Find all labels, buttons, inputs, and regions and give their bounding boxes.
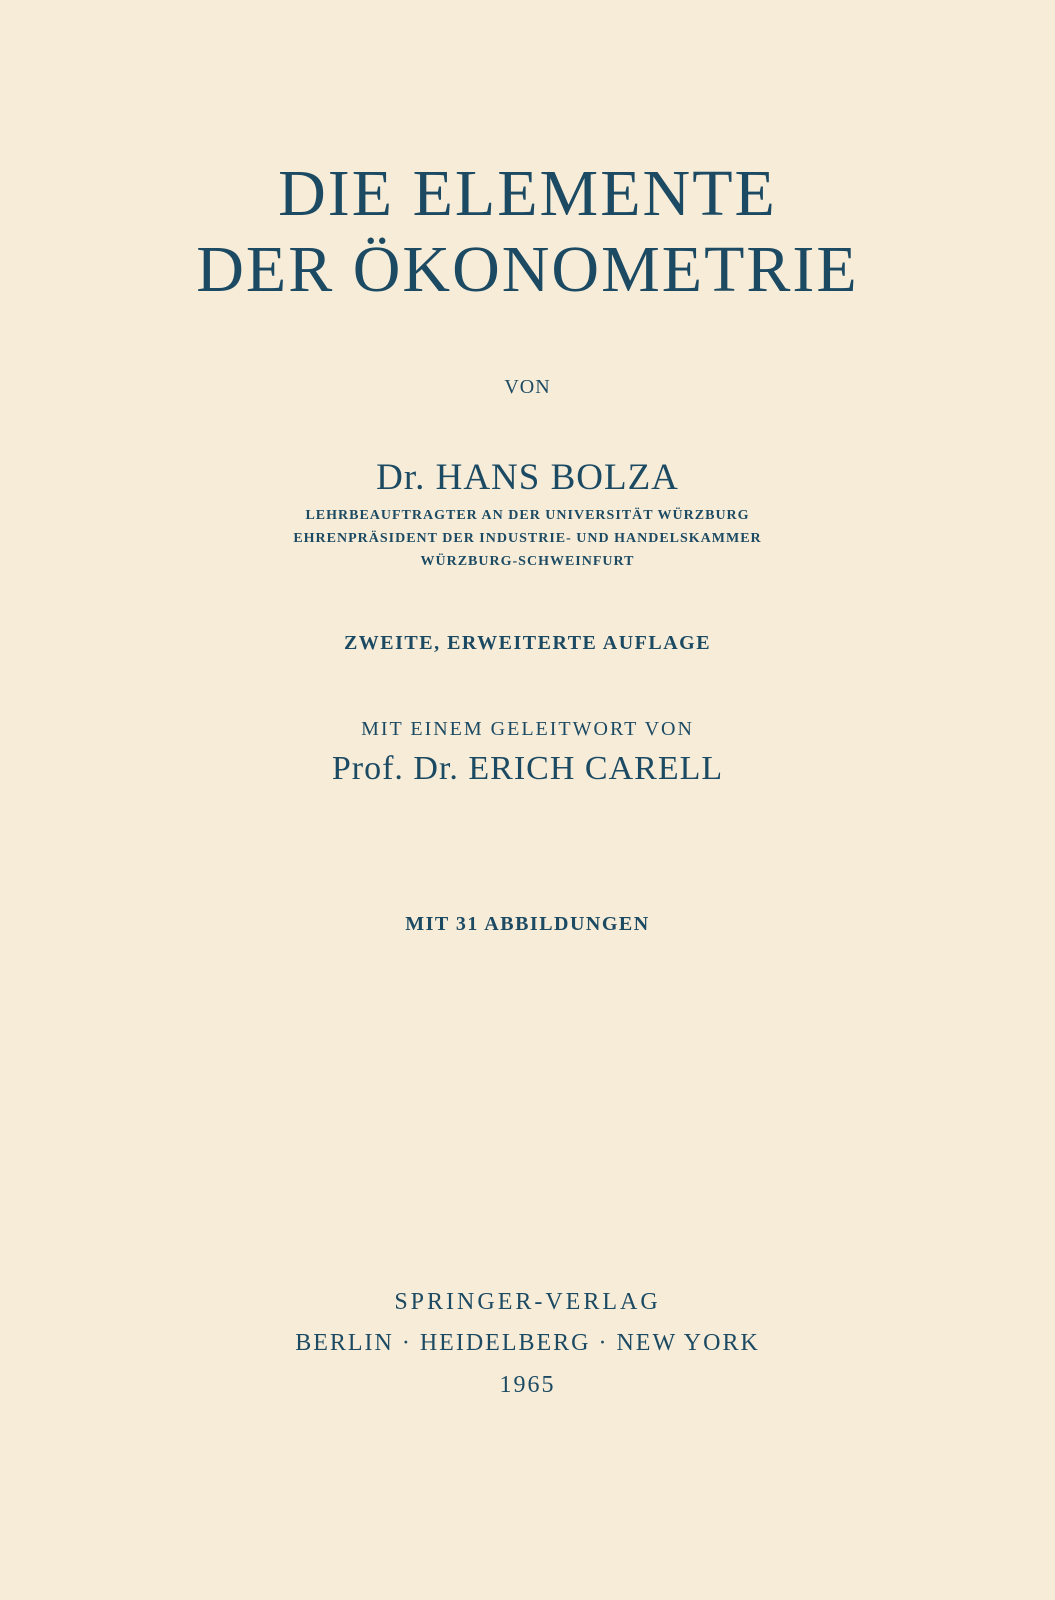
publisher-cities: BERLIN · HEIDELBERG · NEW YORK [295, 1330, 760, 1356]
publisher-name: SPRINGER-VERLAG [394, 1289, 661, 1315]
publication-year: 1965 [499, 1372, 556, 1398]
author-affiliation: EHRENPRÄSIDENT DER INDUSTRIE- UND HANDELSKAMMER [293, 531, 762, 546]
author-name: Dr. HANS BOLZA [376, 457, 679, 498]
author-affiliation: WÜRZBURG-SCHWEINFURT [420, 554, 635, 569]
foreword-author: Prof. Dr. ERICH CARELL [331, 750, 724, 787]
book-title-line-2: DER ÖKONOMETRIE [196, 233, 859, 306]
author-affiliation: LEHRBEAUFTRAGTER AN DER UNIVERSITÄT WÜRZBURG [305, 508, 750, 523]
illustrations-note: MIT 31 ABBILDUNGEN [405, 913, 650, 935]
foreword-intro: MIT EINEM GELEITWORT VON [361, 718, 694, 740]
byline: VON [504, 376, 551, 398]
book-title-line-1: DIE ELEMENTE [278, 157, 777, 230]
edition-note: ZWEITE, ERWEITERTE AUFLAGE [343, 632, 712, 654]
